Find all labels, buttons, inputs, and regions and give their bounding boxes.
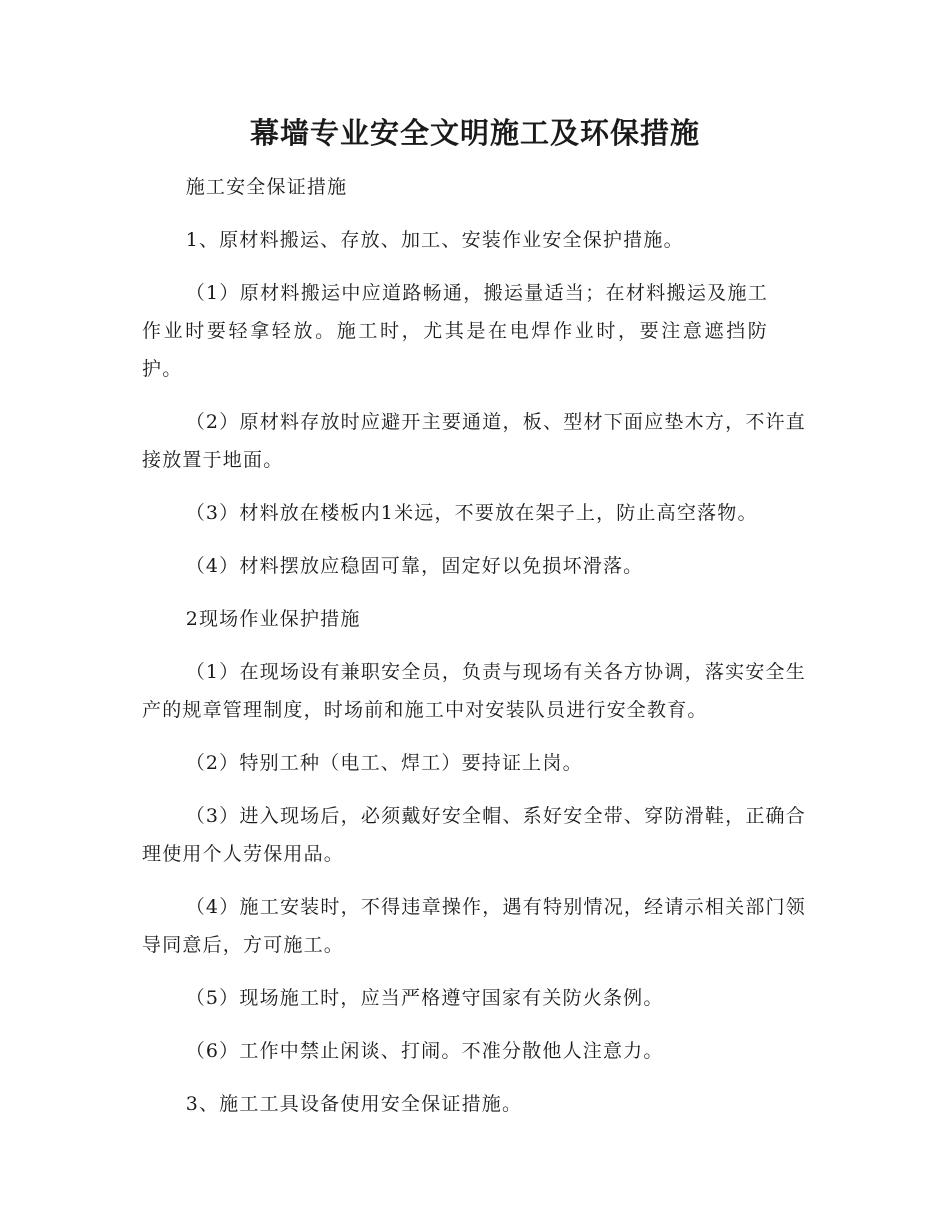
document-title: 幕墙专业安全文明施工及环保措施 <box>249 116 700 150</box>
paragraph: （2）特别工种（电工、焊工）要持证上岗。 <box>185 752 583 774</box>
subsection-heading: 2现场作业保护措施 <box>185 608 361 630</box>
paragraph: （3）材料放在楼板内1米远，不要放在架子上，防止高空落物。 <box>185 502 758 524</box>
section-heading: 施工安全保证措施 <box>185 176 348 198</box>
paragraph: （2）原材料存放时应避开主要通道，板、型材下面应垫木方，不许直接放置于地面。 <box>142 411 806 471</box>
paragraph: （4）施工安装时，不得违章操作，遇有特别情况，经请示相关部门领导同意后，方可施工。 <box>142 896 806 956</box>
paragraph: （6）工作中禁止闲谈、打闹。不准分散他人注意力。 <box>185 1040 664 1062</box>
paragraph: （1）在现场设有兼职安全员，负责与现场有关各方协调，落实安全生产的规章管理制度，时场前和施工中对安装队员进行安全教育。 <box>142 661 806 721</box>
subsection-heading: 1、原材料搬运、存放、加工、安装作业安全保护措施。 <box>185 229 684 251</box>
paragraph: （5）现场施工时，应当严格遵守国家有关防火条例。 <box>185 987 664 1009</box>
paragraph: （1）原材料搬运中应道路畅通，搬运量适当；在材料搬运及施工作业时要轻拿轻放。施工时，尤其是在电焊作业时，要注意遮挡防护。 <box>142 282 768 380</box>
paragraph: （3）进入现场后，必须戴好安全帽、系好安全带、穿防滑鞋，正确合理使用个人劳保用品。 <box>142 805 806 865</box>
document-body <box>142 168 806 1123</box>
paragraph: （4）材料摆放应稳固可靠，固定好以免损坏滑落。 <box>185 555 644 577</box>
subsection-heading: 3、施工工具设备使用安全保证措施。 <box>185 1093 523 1115</box>
